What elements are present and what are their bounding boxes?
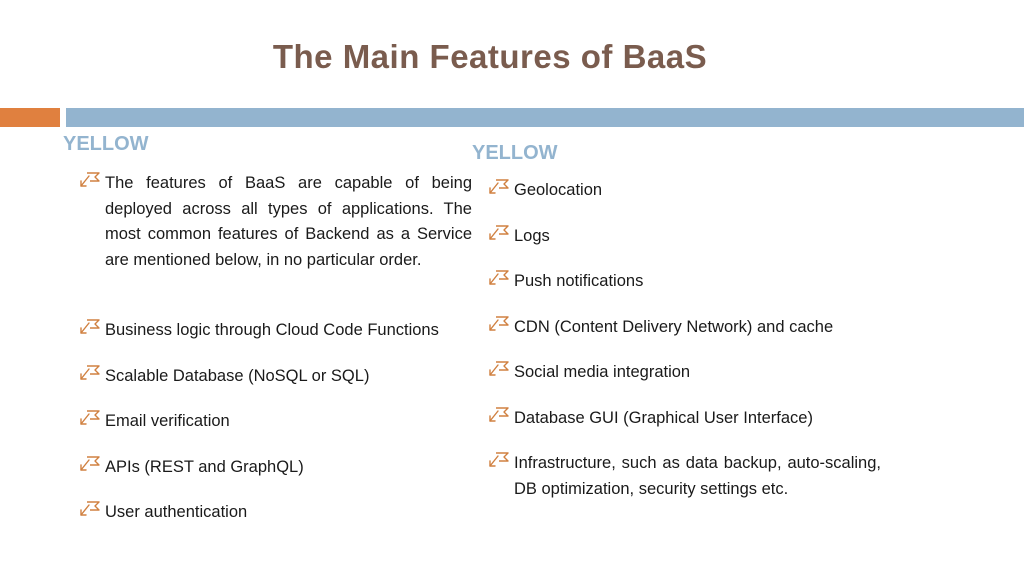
right-list-item bbox=[488, 269, 881, 295]
left-list-item-text: APIs (REST and GraphQL) bbox=[105, 458, 304, 476]
arrow-flag-icon bbox=[488, 178, 514, 196]
left-list-item-text: Email verification bbox=[105, 412, 230, 430]
left-list-item-text: The features of BaaS are capable of being deployed across all types of applications. The most common features of Backend as a Service are mentioned below, in no particular order. bbox=[105, 174, 472, 269]
arrow-flag-icon bbox=[79, 364, 105, 382]
right-list-item-text: Geolocation bbox=[514, 181, 603, 199]
left-column-heading: YELLOW bbox=[63, 133, 149, 155]
arrow-flag-icon bbox=[79, 409, 105, 427]
left-list-item bbox=[79, 409, 472, 435]
arrow-flag-icon bbox=[79, 318, 105, 336]
left-list-item-text: Scalable Database (NoSQL or SQL) bbox=[105, 367, 370, 385]
accent-bar-blue bbox=[66, 108, 1024, 127]
left-list-item bbox=[79, 364, 472, 390]
arrow-flag-icon bbox=[488, 406, 514, 424]
arrow-flag-icon bbox=[79, 455, 105, 473]
left-list-item-text: Business logic through Cloud Code Functions bbox=[105, 321, 439, 339]
right-list-item-text: Logs bbox=[514, 227, 550, 245]
right-list-item-text: Database GUI (Graphical User Interface) bbox=[514, 409, 813, 427]
left-list-item bbox=[79, 318, 472, 344]
arrow-flag-icon bbox=[79, 171, 105, 189]
right-list-item bbox=[488, 360, 881, 386]
right-list-item bbox=[488, 178, 881, 204]
arrow-flag-icon bbox=[79, 500, 105, 518]
arrow-flag-icon bbox=[488, 224, 514, 242]
right-list-item bbox=[488, 224, 881, 250]
left-list-item bbox=[79, 500, 472, 526]
right-column-heading: YELLOW bbox=[472, 142, 558, 164]
arrow-flag-icon bbox=[488, 269, 514, 287]
arrow-flag-icon bbox=[488, 360, 514, 378]
left-list-item bbox=[79, 455, 472, 481]
left-list-item-text: User authentication bbox=[105, 503, 248, 521]
left-list-item bbox=[79, 171, 472, 273]
right-list-item-text: CDN (Content Delivery Network) and cache bbox=[514, 318, 834, 336]
right-list-item bbox=[488, 406, 881, 432]
right-list-item-text: Infrastructure, such as data backup, auto-scaling, DB optimization, security settings etc. bbox=[514, 454, 881, 498]
right-list-item-text: Social media integration bbox=[514, 363, 691, 381]
slide-title: The Main Features of BaaS bbox=[272, 38, 708, 75]
arrow-flag-icon bbox=[488, 315, 514, 333]
right-list-item bbox=[488, 451, 881, 502]
arrow-flag-icon bbox=[488, 451, 514, 469]
right-list-item bbox=[488, 315, 881, 341]
accent-bar-orange bbox=[0, 108, 60, 127]
right-list-item-text: Push notifications bbox=[514, 272, 644, 290]
